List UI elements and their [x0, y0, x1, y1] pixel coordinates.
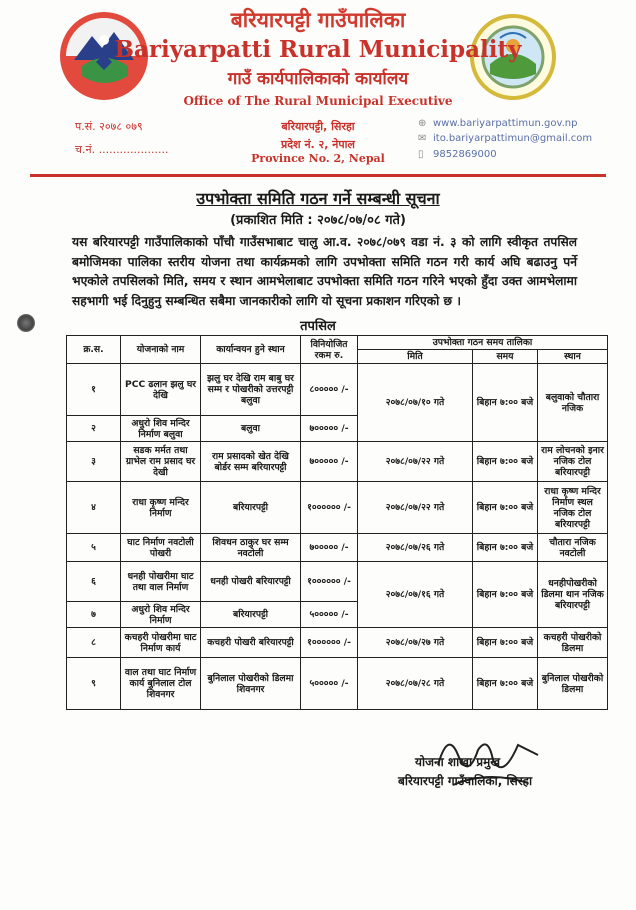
table-row: [67, 534, 608, 562]
municipality-name-np: बरियारपट्टी गाउँपालिका: [230, 7, 406, 32]
notice-body: यस बरियारपट्टी गाउँपालिकाको पाँचौ गाउँसभाबाट चालु आ.व. २०७८/०७९ वडा नं. ३ को लागि स्वीकृत तपसिल बमोजिमका पालिका स्तरीय योजना तथा कार्यक्रमको लागि उपभोक्ता समिति गठन गरी कार्य अघि बढाउनु पर्ने भएकोले तपसिलको मिति, समय र स्थान आमभेलाबाट उपभोक्ता समिति गठन गरिने भएको हुँदा उक्त आमभेलामा सहभागी भई दिनुहुनु सम्बन्धित सबैमा जानकारीको लागि यो सूचना प्रकाशन गरिएको छ ।: [72, 235, 577, 308]
header-time: समय: [473, 350, 538, 364]
cell-sn: ३: [67, 442, 121, 482]
cell-project: धनही पोखरीमा घाट तथा वाल निर्माण: [121, 562, 201, 602]
cell-amount: ५००००० /-: [301, 658, 358, 710]
cell-date: २०७८/०७/२२ गते: [358, 482, 473, 534]
cell-date: २०७८/०७/१० गते: [358, 364, 473, 442]
cell-time: बिहान ७:०० बजे: [473, 442, 538, 482]
cell-sn: ४: [67, 482, 121, 534]
cell-project: घाट निर्माण नवटोली पोखरी: [121, 534, 201, 562]
cell-time: बिहान ७:०० बजे: [473, 628, 538, 658]
reference-number: प.सं. २०७८ ०७९: [75, 120, 143, 133]
phone-text: 9852869000: [433, 149, 497, 160]
cell-project: सडक मर्मत तथा ग्राभेल राम प्रसाद घर देखी: [121, 442, 201, 482]
cell-time: बिहान ७:०० बजे: [473, 482, 538, 534]
cell-location: शिवधन ठाकुर घर सम्म नवटोली: [201, 534, 301, 562]
schedule-table: [66, 335, 608, 710]
cell-place: कचहरी पोखरीको डिलमा: [538, 628, 608, 658]
cell-project: राधा कृष्ण मन्दिर निर्माण: [121, 482, 201, 534]
published-date: (प्रकाशित मिति : २०७८/०७/०८ गते): [230, 213, 406, 228]
cell-project: अधुरो शिव मन्दिर निर्माण बलुवा: [121, 416, 201, 442]
cell-time: बिहान ७:०० बजे: [473, 658, 538, 710]
office-name-np: गाउँ कार्यपालिकाको कार्यालय: [227, 69, 409, 89]
cell-location: कचहरी पोखरी बरियारपट्टी: [201, 628, 301, 658]
cell-place: धनहीपोखरीको डिलमा थान नजिक बरियारपट्टी: [538, 562, 608, 628]
table-row: [67, 364, 608, 416]
cell-amount: ७००००० /-: [301, 442, 358, 482]
cell-time: बिहान ७:०० बजे: [473, 534, 538, 562]
cell-sn: ७: [67, 602, 121, 628]
cell-project: PCC ढलान झलु घर देखि: [121, 364, 201, 416]
header-divider: [30, 174, 606, 177]
header-amount: विनियोजित रकम रु.: [301, 336, 358, 364]
table-row: [67, 628, 608, 658]
cell-place: राम लोचनको इनार नजिक टोल बरियारपट्टी: [538, 442, 608, 482]
website-text: www.bariyarpattimun.gov.np: [433, 118, 578, 129]
cell-place: राधा कृष्ण मन्दिर निर्माण स्थल नजिक टोल बरियारपट्टी: [538, 482, 608, 534]
cell-amount: १०००००० /-: [301, 628, 358, 658]
municipality-name-en: Bariyarpatti Rural Municipality: [114, 36, 522, 63]
phone-icon: ▯: [418, 149, 424, 160]
cell-sn: ८: [67, 628, 121, 658]
cell-sn: १: [67, 364, 121, 416]
cell-place: चौतारा नजिक नवटोली: [538, 534, 608, 562]
cell-sn: २: [67, 416, 121, 442]
table-row: [67, 482, 608, 534]
office-name-en: Office of The Rural Municipal Executive: [183, 94, 453, 108]
cell-location: बरियारपट्टी: [201, 602, 301, 628]
cell-amount: ७००००० /-: [301, 416, 358, 442]
cell-location: झलु घर देखि राम बाबु घर सम्म र पोखरीको उत्तरपट्टी बलुवा: [201, 364, 301, 416]
notice-title: उपभोक्ता समिति गठन गर्ने सम्बन्धी सूचना: [196, 189, 440, 208]
cell-amount: ८००००० /-: [301, 364, 358, 416]
signatory-office: बरियारपट्टी गाउँपालिका, सिरहा: [398, 774, 533, 788]
contact-website: [418, 118, 577, 129]
header-place: स्थान: [538, 350, 608, 364]
cell-location: धनही पोखरी बरियारपट्टी: [201, 562, 301, 602]
header-location: कार्यान्वयन हुने स्थान: [201, 336, 301, 364]
cell-date: २०७८/०७/१६ गते: [358, 562, 473, 628]
dispatch-number: च.नं. ....................: [75, 143, 169, 156]
globe-icon: ⊕: [418, 118, 427, 129]
cell-project: अधुरो शिव मन्दिर निर्माण: [121, 602, 201, 628]
cell-amount: ७००००० /-: [301, 534, 358, 562]
cell-place: बलुवाको चौतारा नजिक: [538, 364, 608, 442]
cell-amount: ५००००० /-: [301, 602, 358, 628]
province-en: Province No. 2, Nepal: [251, 152, 385, 165]
cell-sn: ६: [67, 562, 121, 602]
email-text: ito.bariyarpattimun@gmail.com: [433, 133, 593, 144]
cell-place: बुनिलाल पोखरीको डिलमा: [538, 658, 608, 710]
header-project: योजनाको नाम: [121, 336, 201, 364]
cell-location: बलुवा: [201, 416, 301, 442]
cell-amount: १०००००० /-: [301, 482, 358, 534]
table-row: [67, 442, 608, 482]
cell-location: बुनिलाल पोखरीको डिलमा शिवनगर: [201, 658, 301, 710]
cell-sn: ९: [67, 658, 121, 710]
cell-project: कचहरी पोखरीमा घाट निर्माण कार्य: [121, 628, 201, 658]
table-row: [67, 562, 608, 602]
cell-date: २०७८/०७/२८ गते: [358, 658, 473, 710]
cell-sn: ५: [67, 534, 121, 562]
header-date: मिति: [358, 350, 473, 364]
contact-phone: [418, 149, 497, 160]
cell-time: बिहान ७:०० बजे: [473, 364, 538, 442]
header-sn: क्र.स.: [67, 336, 121, 364]
cell-date: २०७८/०७/२२ गते: [358, 442, 473, 482]
cell-amount: १०००००० /-: [301, 562, 358, 602]
table-row: [67, 658, 608, 710]
province-np: प्रदेश नं. २, नेपाल: [281, 138, 355, 151]
cell-location: राम प्रसादको खेत देखि बोर्डर सम्म बरियारपट्टी: [201, 442, 301, 482]
header-schedule-group: उपभोक्ता गठन समय तालिका: [358, 336, 608, 350]
cell-date: २०७८/०७/२७ गते: [358, 628, 473, 658]
address-np: बरियारपट्टी, सिरहा: [281, 120, 355, 133]
details-heading: तपसिल: [300, 319, 336, 334]
cell-date: २०७८/०७/२६ गते: [358, 534, 473, 562]
cell-project: वाल तथा घाट निर्माण कार्य बुनिलाल टोल शिवनगर: [121, 658, 201, 710]
cell-location: बरियारपट्टी: [201, 482, 301, 534]
contact-email: [418, 133, 592, 144]
signatory-title: योजना शाखा प्रमुख: [415, 755, 501, 769]
cell-time: बिहान ७:०० बजे: [473, 562, 538, 628]
mail-icon: ✉: [418, 133, 427, 144]
